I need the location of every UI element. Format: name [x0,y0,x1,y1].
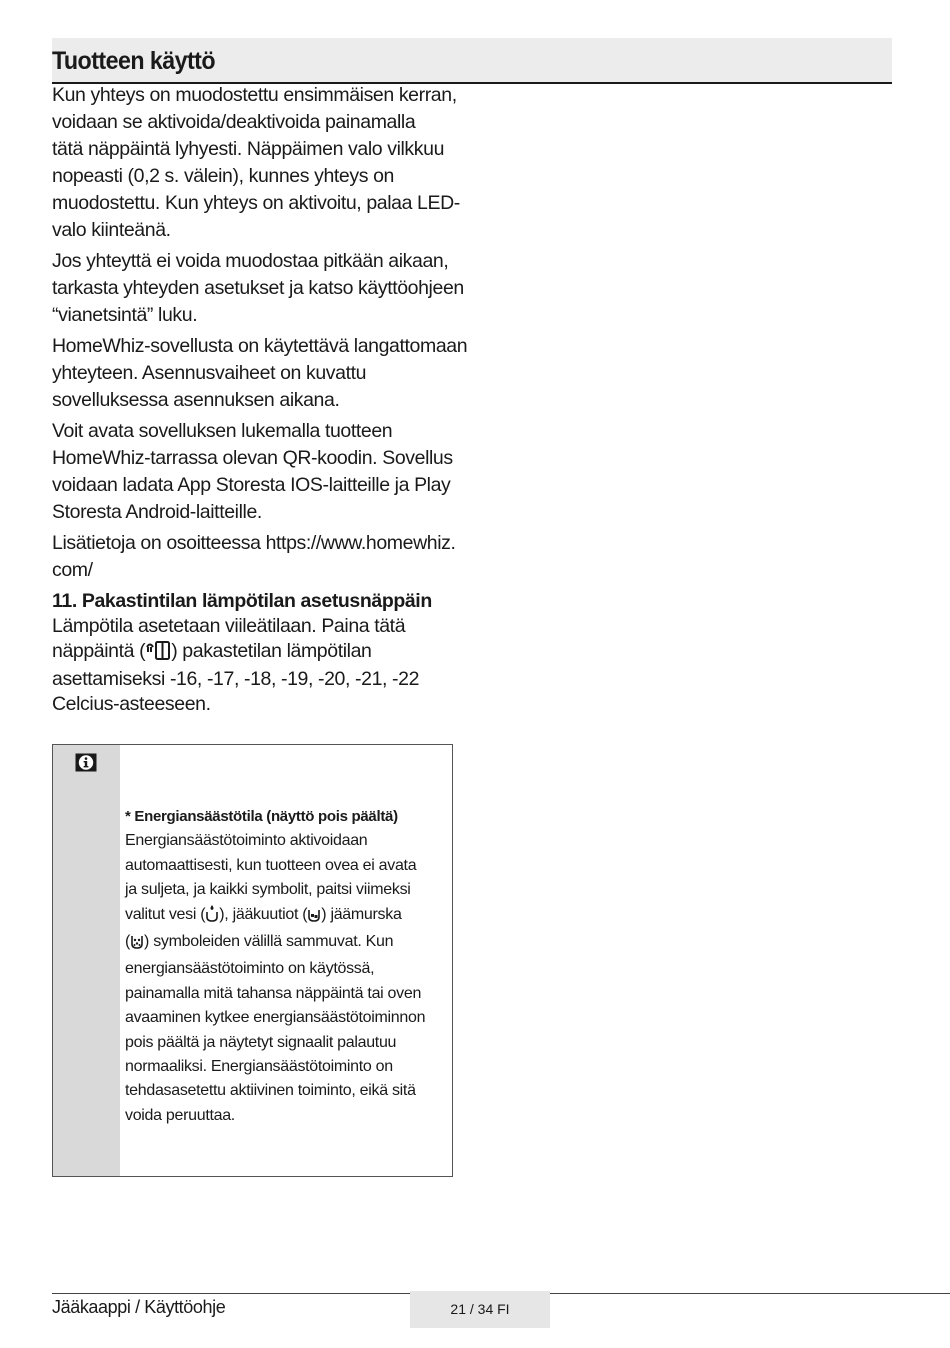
ice-cube-icon [307,904,321,930]
water-icon [205,904,219,930]
note-text [125,805,445,1128]
section-11-line: näppäintä ( ) pakastetilan lämpötilan [52,639,472,667]
note-title: * Energiansäästötila (näyttö pois päältä) [125,808,398,825]
paragraph-troubleshooting: Jos yhteyttä ei voida muodostaa pitkään aikaan, tarkasta yhteyden asetukset ja katso käyttöohjeen “vianetsintä” luku. [52,250,464,326]
paragraph-connection: Kun yhteys on muodostettu ensimmäisen kerran, voidaan se aktivoida/deaktivoida painamalla tätä näppäintä lyhyesti. Näppäimen valo vilkkuu nopeasti (0,2 s. välein), kunnes yhteys on muodostettu. Kun yhteys on aktivoitu, palaa LED- valo kiinteänä. [52,84,460,241]
freezer-button-icon [145,640,171,667]
page-header [52,38,892,84]
note-line: ( ) symboleiden välillä sammuvat. Kun [125,930,445,957]
note-line: valitut vesi ( ), jääkuutiot ( ) jäämurska [125,903,445,930]
paragraph-app-required: HomeWhiz-sovellusta on käytettävä langattomaan yhteyteen. Asennusvaiheet on kuvattu sovelluksessa asennuksen aikana. [52,335,468,411]
crushed-ice-icon [130,931,144,957]
paragraph-qr-code: Voit avata sovelluksen lukemalla tuotteen HomeWhiz-tarrassa olevan QR-koodin. Sovellus voidaan ladata App Storesta IOS-laitteille ja Play Storesta Android-laitteille. [52,420,453,523]
section-11-heading: 11. Pakastintilan lämpötilan asetusnäppäin [52,590,432,612]
paragraph-more-info: Lisätietoja on osoitteessa https://www.homewhiz. com/ [52,532,456,581]
section-11-line: Lämpötila asetetaan viileätilaan. Paina tätä [52,615,406,637]
body-column [52,82,472,588]
info-icon [75,753,97,777]
footer-document-title: Jääkaappi / Käyttöohje [52,1297,226,1317]
note-sidebar [53,745,120,1176]
note-rest: energiansäästötoiminto on käytössä, painamalla mitä tahansa näppäintä tai oven avaaminen kytkee energiansäästötoiminnon pois päältä ja näytetyt signaalit palautuu normaaliksi. Energiansäästötoiminto on tehdasasetettu aktiivinen toiminto, eikä sitä voida peruuttaa. [125,960,426,1124]
note-line: Energiansäästötoiminto aktivoidaan [125,832,368,850]
section-11-line: asettamiseksi -16, -17, -18, -19, -20, -21, -22 [52,668,420,690]
section-11-line: Celcius-asteeseen. [52,693,211,715]
note-line: ja suljeta, ja kaikki symbolit, paitsi viimeksi [125,881,411,899]
page-title: Tuotteen käyttö [52,47,215,75]
info-note-box [52,744,453,1177]
section-11 [52,589,472,717]
note-line: automaattisesti, kun tuotteen ovea ei avata [125,856,417,874]
page-number: 21 / 34 FI [410,1291,550,1328]
